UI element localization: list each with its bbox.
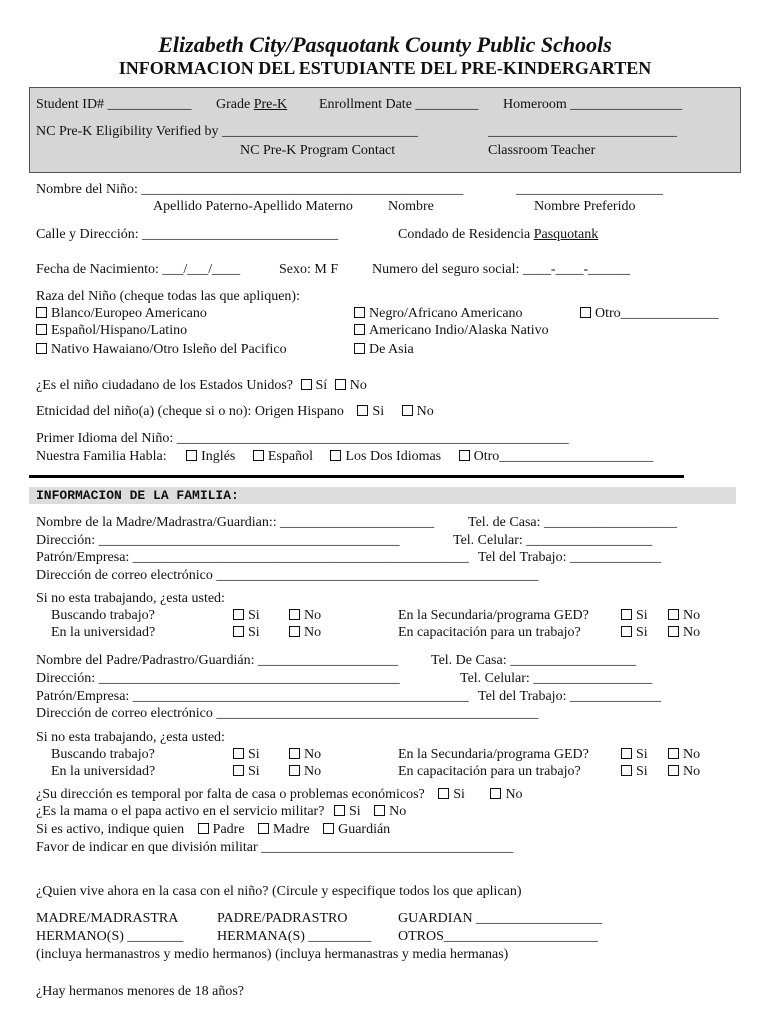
si-label: Si bbox=[248, 608, 260, 623]
checkbox[interactable] bbox=[289, 609, 300, 620]
checkbox[interactable] bbox=[354, 343, 365, 354]
race-asian-option[interactable] bbox=[354, 342, 414, 358]
temporary-address-row bbox=[36, 787, 523, 803]
father-seeking-si[interactable] bbox=[233, 747, 260, 763]
classroom-teacher-label: Classroom Teacher bbox=[488, 143, 596, 158]
mother-university-no[interactable] bbox=[289, 625, 321, 641]
page-title: Elizabeth City/Pasquotank County Public Schools bbox=[158, 32, 612, 57]
race-asian-label: De Asia bbox=[369, 342, 414, 357]
language-english-label: Inglés bbox=[201, 449, 236, 464]
mother-training-si[interactable] bbox=[621, 625, 648, 641]
county-label: Condado de Residencia bbox=[398, 227, 531, 242]
checkbox[interactable] bbox=[198, 823, 209, 834]
citizenship-question: ¿Es el niño ciudadano de los Estados Unidos? bbox=[36, 378, 294, 393]
ssn-field[interactable]: Numero del seguro social: ____-____-______ bbox=[372, 262, 631, 277]
citizen-yes-label: Sí bbox=[315, 378, 328, 393]
ethnicity-yes-label: Si bbox=[372, 404, 385, 419]
mother-secondary-no[interactable] bbox=[668, 608, 700, 624]
temp-si-label: Si bbox=[453, 787, 465, 802]
military-mother-label: Madre bbox=[273, 822, 310, 837]
race-other-label: Otro______________ bbox=[595, 306, 719, 321]
checkbox[interactable] bbox=[36, 307, 47, 318]
mother-seeking-job-label: Buscando trabajo? bbox=[51, 608, 155, 623]
mother-secondary-si[interactable] bbox=[621, 608, 648, 624]
household-brothers[interactable]: HERMANO(S) ________ bbox=[36, 929, 184, 944]
checkbox[interactable] bbox=[459, 450, 470, 461]
language-spanish-label: Español bbox=[267, 449, 313, 464]
program-contact-label: NC Pre-K Program Contact bbox=[240, 143, 396, 158]
race-black-option[interactable] bbox=[354, 306, 523, 322]
mother-training-label: En capacitación para un trabajo? bbox=[398, 625, 581, 640]
father-university-label: En la universidad? bbox=[51, 764, 156, 779]
military-question: ¿Es la mama o el papa activo en el servicio militar? bbox=[36, 804, 325, 819]
grade-field[interactable] bbox=[216, 97, 287, 113]
checkbox[interactable] bbox=[233, 748, 244, 759]
race-hawaiian-option[interactable] bbox=[36, 342, 287, 358]
checkbox[interactable] bbox=[402, 405, 413, 416]
si-label: Si bbox=[636, 608, 648, 623]
checkbox[interactable] bbox=[289, 748, 300, 759]
household-question: ¿Quien vive ahora en la casa con el niño? (Circule y especifique todos los que aplican) bbox=[36, 884, 522, 899]
military-division-field[interactable]: Favor de indicar en que división militar ____________________________________ bbox=[36, 840, 514, 855]
ethnicity-no-label: No bbox=[416, 404, 434, 419]
no-label: No bbox=[304, 625, 322, 640]
teacher-line[interactable]: ___________________________ bbox=[488, 124, 677, 139]
household-mother[interactable]: MADRE/MADRASTRA bbox=[36, 911, 179, 926]
checkbox[interactable] bbox=[186, 450, 197, 461]
enrollment-date-field[interactable]: Enrollment Date _________ bbox=[319, 97, 479, 112]
father-university-si[interactable] bbox=[233, 764, 260, 780]
si-label: Si bbox=[636, 747, 648, 762]
checkbox[interactable] bbox=[233, 626, 244, 637]
father-secondary-no[interactable] bbox=[668, 747, 700, 763]
checkbox[interactable] bbox=[621, 609, 632, 620]
checkbox[interactable] bbox=[668, 748, 679, 759]
race-native-option[interactable] bbox=[354, 323, 549, 339]
checkbox[interactable] bbox=[621, 765, 632, 776]
si-label: Si bbox=[248, 747, 260, 762]
mother-secondary-label: En la Secundaria/programa GED? bbox=[398, 608, 589, 623]
county-field[interactable] bbox=[398, 227, 598, 243]
citizen-no-label: No bbox=[349, 378, 367, 393]
race-white-option[interactable] bbox=[36, 306, 207, 322]
checkbox[interactable] bbox=[374, 805, 385, 816]
homeroom-field[interactable]: Homeroom ________________ bbox=[503, 97, 683, 112]
child-name-field[interactable]: Nombre del Niño: ______________________________________________ bbox=[36, 182, 464, 197]
checkbox[interactable] bbox=[621, 626, 632, 637]
no-label: No bbox=[304, 747, 322, 762]
military-no-label: No bbox=[389, 804, 407, 819]
street-address-field[interactable]: Calle y Dirección: ____________________________ bbox=[36, 227, 339, 242]
section-divider bbox=[29, 475, 684, 478]
checkbox[interactable] bbox=[36, 324, 47, 335]
checkbox[interactable] bbox=[36, 343, 47, 354]
race-hawaiian-label: Nativo Hawaiano/Otro Isleño del Pacifico bbox=[51, 342, 287, 357]
eligibility-field[interactable]: NC Pre-K Eligibility Verified by ____________________________ bbox=[36, 124, 418, 139]
no-label: No bbox=[683, 608, 701, 623]
military-active-row bbox=[36, 822, 390, 838]
checkbox[interactable] bbox=[334, 805, 345, 816]
checkbox[interactable] bbox=[668, 626, 679, 637]
checkbox[interactable] bbox=[330, 450, 341, 461]
household-father[interactable]: PADRE/PADRASTRO bbox=[217, 911, 348, 926]
no-label: No bbox=[683, 625, 701, 640]
mother-seeking-si[interactable] bbox=[233, 608, 260, 624]
mother-cell-field[interactable]: Tel. Celular: __________________ bbox=[453, 533, 653, 548]
checkbox[interactable] bbox=[621, 748, 632, 759]
checkbox[interactable] bbox=[289, 765, 300, 776]
grade-value: Pre-K bbox=[253, 97, 288, 112]
father-email-field[interactable]: Dirección de correo electrónico ______________________________________________ bbox=[36, 706, 539, 721]
si-label: Si bbox=[636, 764, 648, 779]
father-name-field[interactable]: Nombre del Padre/Padrastro/Guardián: ____________________ bbox=[36, 653, 398, 668]
military-active-label: Si es activo, indique quien bbox=[36, 822, 185, 837]
student-id-field[interactable]: Student ID# ____________ bbox=[36, 97, 192, 112]
race-heading: Raza del Niño (cheque todas las que apliquen): bbox=[36, 289, 300, 304]
family-language-label: Nuestra Familia Habla: bbox=[36, 449, 167, 464]
military-si-label: Si bbox=[348, 804, 361, 819]
father-home-tel-field[interactable]: Tel. De Casa: __________________ bbox=[431, 653, 637, 668]
birth-date-label: Fecha de Nacimiento: bbox=[36, 262, 159, 277]
siblings-question: ¿Hay hermanos menores de 18 años? bbox=[36, 984, 244, 999]
checkbox[interactable] bbox=[301, 379, 312, 390]
checkbox[interactable] bbox=[580, 307, 591, 318]
father-seeking-job-label: Buscando trabajo? bbox=[51, 747, 155, 762]
mother-home-tel-field[interactable]: Tel. de Casa: ___________________ bbox=[468, 515, 677, 530]
father-training-si[interactable] bbox=[621, 764, 648, 780]
household-sisters[interactable]: HERMANA(S) _________ bbox=[217, 929, 372, 944]
mother-seeking-no[interactable] bbox=[289, 608, 321, 624]
no-label: No bbox=[683, 747, 701, 762]
surname-caption: Apellido Paterno-Apellido Materno bbox=[153, 199, 353, 214]
mother-work-tel-field[interactable]: Tel del Trabajo: _____________ bbox=[478, 550, 661, 565]
father-not-working-label: Si no esta trabajando, ¿esta usted: bbox=[36, 730, 225, 745]
father-university-no[interactable] bbox=[289, 764, 321, 780]
temp-no-label: No bbox=[505, 787, 523, 802]
checkbox[interactable] bbox=[668, 609, 679, 620]
checkbox[interactable] bbox=[668, 765, 679, 776]
race-hispanic-option[interactable] bbox=[36, 323, 187, 339]
checkbox[interactable] bbox=[357, 405, 368, 416]
temporary-address-question: ¿Su dirección es temporal por falta de casa o problemas económicos? bbox=[36, 787, 425, 802]
ethnicity-row bbox=[36, 404, 434, 420]
mother-university-si[interactable] bbox=[233, 625, 260, 641]
preferred-name-field[interactable]: _____________________ bbox=[516, 182, 663, 197]
race-other-option[interactable] bbox=[580, 306, 719, 322]
family-section-heading: INFORMACION DE LA FAMILIA: bbox=[36, 488, 239, 503]
household-note: (incluya hermanastros y medio hermanos) (incluya hermanastras y media hermanas) bbox=[36, 947, 509, 962]
first-language-field[interactable]: Primer Idioma del Niño: ________________________________________________________ bbox=[36, 431, 569, 446]
father-secondary-label: En la Secundaria/programa GED? bbox=[398, 747, 589, 762]
checkbox[interactable] bbox=[233, 609, 244, 620]
mother-address-field[interactable]: Dirección: ___________________________________________ bbox=[36, 533, 400, 548]
birth-date-field[interactable] bbox=[36, 262, 240, 278]
mother-employer-field[interactable]: Patrón/Empresa: ________________________________________________ bbox=[36, 550, 469, 565]
sex-field[interactable]: Sexo: M F bbox=[279, 262, 339, 277]
mother-university-label: En la universidad? bbox=[51, 625, 156, 640]
father-seeking-no[interactable] bbox=[289, 747, 321, 763]
father-work-tel-field[interactable]: Tel del Trabajo: _____________ bbox=[478, 689, 661, 704]
checkbox[interactable] bbox=[438, 788, 449, 799]
checkbox[interactable] bbox=[258, 823, 269, 834]
checkbox[interactable] bbox=[354, 307, 365, 318]
checkbox[interactable] bbox=[253, 450, 264, 461]
preferred-name-caption: Nombre Preferido bbox=[534, 199, 636, 214]
military-row bbox=[36, 804, 406, 820]
mother-training-no[interactable] bbox=[668, 625, 700, 641]
birth-date-value: ___/___/____ bbox=[162, 262, 241, 277]
family-language-row bbox=[36, 449, 653, 465]
mother-not-working-label: Si no esta trabajando, ¿esta usted: bbox=[36, 591, 225, 606]
county-value: Pasquotank bbox=[533, 227, 599, 242]
checkbox[interactable] bbox=[289, 626, 300, 637]
checkbox[interactable] bbox=[354, 324, 365, 335]
race-white-label: Blanco/Europeo Americano bbox=[51, 306, 207, 321]
father-training-label: En capacitación para un trabajo? bbox=[398, 764, 581, 779]
si-label: Si bbox=[248, 625, 260, 640]
father-address-field[interactable]: Dirección: ___________________________________________ bbox=[36, 671, 400, 686]
father-cell-field[interactable]: Tel. Celular: _________________ bbox=[460, 671, 653, 686]
page-subtitle: INFORMACION DEL ESTUDIANTE DEL PRE-KINDERGARTEN bbox=[118, 58, 652, 78]
citizenship-row bbox=[36, 378, 367, 394]
father-employer-field[interactable]: Patrón/Empresa: ________________________________________________ bbox=[36, 689, 469, 704]
grade-label: Grade bbox=[216, 97, 251, 112]
checkbox[interactable] bbox=[335, 379, 346, 390]
race-hispanic-label: Español/Hispano/Latino bbox=[51, 323, 188, 338]
no-label: No bbox=[304, 608, 322, 623]
no-label: No bbox=[683, 764, 701, 779]
checkbox[interactable] bbox=[323, 823, 334, 834]
military-father-label: Padre bbox=[212, 822, 245, 837]
father-secondary-si[interactable] bbox=[621, 747, 648, 763]
checkbox[interactable] bbox=[490, 788, 501, 799]
si-label: Si bbox=[636, 625, 648, 640]
household-guardian[interactable]: GUARDIAN __________________ bbox=[398, 911, 603, 926]
household-others[interactable]: OTROS______________________ bbox=[398, 929, 598, 944]
race-black-label: Negro/Africano Americano bbox=[369, 306, 523, 321]
language-both-label: Los Dos Idiomas bbox=[345, 449, 442, 464]
language-other-label: Otro______________________ bbox=[473, 449, 654, 464]
mother-email-field[interactable]: Dirección de correo electrónico ______________________________________________ bbox=[36, 568, 539, 583]
father-training-no[interactable] bbox=[668, 764, 700, 780]
checkbox[interactable] bbox=[233, 765, 244, 776]
military-guardian-label: Guardián bbox=[338, 822, 391, 837]
mother-name-field[interactable]: Nombre de la Madre/Madrastra/Guardian:: ______________________ bbox=[36, 515, 435, 530]
ethnicity-label: Etnicidad del niño(a) (cheque si o no): Origen Hispano bbox=[36, 404, 344, 419]
race-native-label: Americano Indio/Alaska Nativo bbox=[369, 323, 549, 338]
no-label: No bbox=[304, 764, 322, 779]
given-name-caption: Nombre bbox=[388, 199, 434, 214]
si-label: Si bbox=[248, 764, 260, 779]
